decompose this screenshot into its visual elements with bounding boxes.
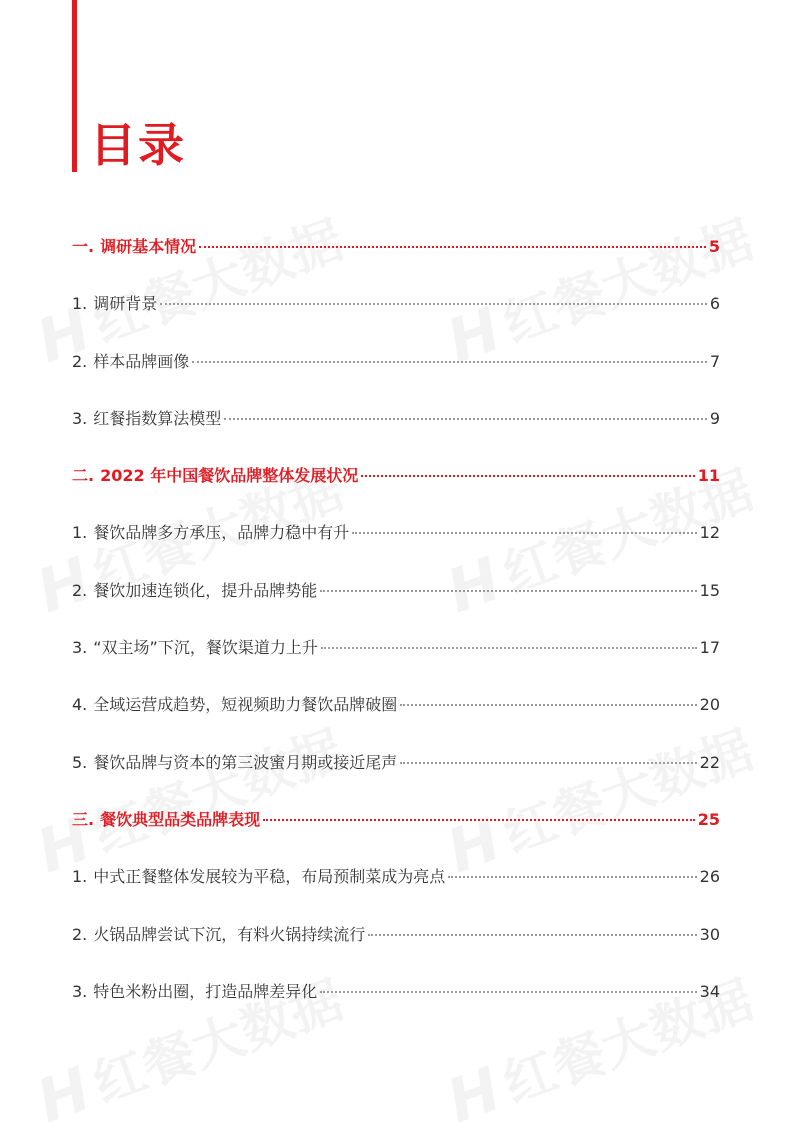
dot-leader	[400, 704, 696, 706]
toc-number: 二.	[72, 466, 95, 486]
toc-label: 2022 年中国餐饮品牌整体发展状况	[100, 466, 359, 486]
toc-number: 3.	[72, 408, 88, 428]
dot-leader	[224, 418, 707, 420]
toc-label: 火锅品牌尝试下沉，有料火锅持续流行	[93, 924, 366, 944]
toc-label: “双主场”下沉，餐饮渠道力上升	[93, 638, 318, 658]
toc-entry[interactable]	[72, 402, 720, 459]
dot-leader	[321, 647, 697, 649]
toc-page-number: 20	[699, 695, 720, 715]
toc-entry[interactable]	[72, 975, 720, 1032]
dot-leader	[361, 475, 695, 477]
toc-number: 三.	[72, 809, 95, 829]
toc-label: 特色米粉出圈，打造品牌差异化	[93, 981, 318, 1001]
toc-page-number: 6	[709, 294, 720, 314]
toc-label: 样本品牌画像	[93, 351, 190, 371]
dot-leader	[400, 762, 696, 764]
toc-label: 餐饮典型品类品牌表现	[100, 809, 261, 829]
toc-entry[interactable]	[72, 918, 720, 975]
toc-entry[interactable]	[72, 746, 720, 803]
dot-leader	[320, 590, 696, 592]
dot-leader	[199, 246, 706, 248]
toc-number: 3.	[72, 638, 88, 658]
toc-page-number: 15	[699, 580, 720, 600]
toc-entry[interactable]	[72, 688, 720, 745]
toc-page-number: 25	[697, 809, 720, 829]
toc-label: 餐饮品牌与资本的第三波蜜月期或接近尾声	[93, 752, 398, 772]
page-title: 目录	[90, 118, 186, 172]
toc-page-number: 5	[708, 237, 720, 256]
toc-number: 3.	[72, 981, 88, 1001]
toc-label: 餐饮加速连锁化，提升品牌势能	[93, 580, 318, 600]
dot-leader	[160, 303, 707, 305]
toc-entry[interactable]	[72, 860, 720, 917]
toc-entry[interactable]	[72, 574, 720, 631]
toc-number: 2.	[72, 351, 88, 371]
toc-number: 1.	[72, 867, 88, 887]
toc-entry[interactable]	[72, 345, 720, 402]
toc-number: 4.	[72, 695, 88, 715]
toc-label: 红餐指数算法模型	[93, 408, 222, 428]
toc-entry[interactable]	[72, 516, 720, 573]
title-accent-bar	[72, 0, 77, 172]
toc-number: 2.	[72, 924, 88, 944]
toc-page-number: 11	[697, 466, 720, 486]
table-of-contents	[72, 230, 720, 1032]
toc-section-entry[interactable]	[72, 459, 720, 516]
toc-page-number: 22	[699, 752, 720, 772]
toc-number: 2.	[72, 580, 88, 600]
toc-page-number: 9	[709, 408, 720, 428]
toc-page-number: 30	[699, 924, 720, 944]
dot-leader	[263, 819, 695, 821]
toc-number: 1.	[72, 294, 88, 314]
toc-label: 调研基本情况	[100, 237, 197, 256]
toc-page-number: 12	[699, 523, 720, 543]
toc-page-number: 34	[699, 981, 720, 1001]
toc-entry[interactable]	[72, 287, 720, 344]
toc-section-entry[interactable]	[72, 230, 720, 287]
dot-leader	[320, 991, 696, 993]
dot-leader	[352, 532, 696, 534]
dot-leader	[448, 876, 696, 878]
toc-page-number: 26	[699, 867, 720, 887]
toc-label: 中式正餐整体发展较为平稳，布局预制菜成为亮点	[93, 867, 446, 887]
toc-number: 1.	[72, 523, 88, 543]
toc-label: 餐饮品牌多方承压，品牌力稳中有升	[93, 523, 350, 543]
toc-entry[interactable]	[72, 631, 720, 688]
toc-number: 一.	[72, 237, 95, 256]
dot-leader	[368, 934, 696, 936]
toc-number: 5.	[72, 752, 88, 772]
toc-label: 全域运营成趋势，短视频助力餐饮品牌破圈	[93, 695, 398, 715]
toc-page-number: 17	[699, 638, 720, 658]
dot-leader	[192, 361, 707, 363]
toc-section-entry[interactable]	[72, 803, 720, 860]
toc-page-number: 7	[709, 351, 720, 371]
toc-label: 调研背景	[93, 294, 158, 314]
